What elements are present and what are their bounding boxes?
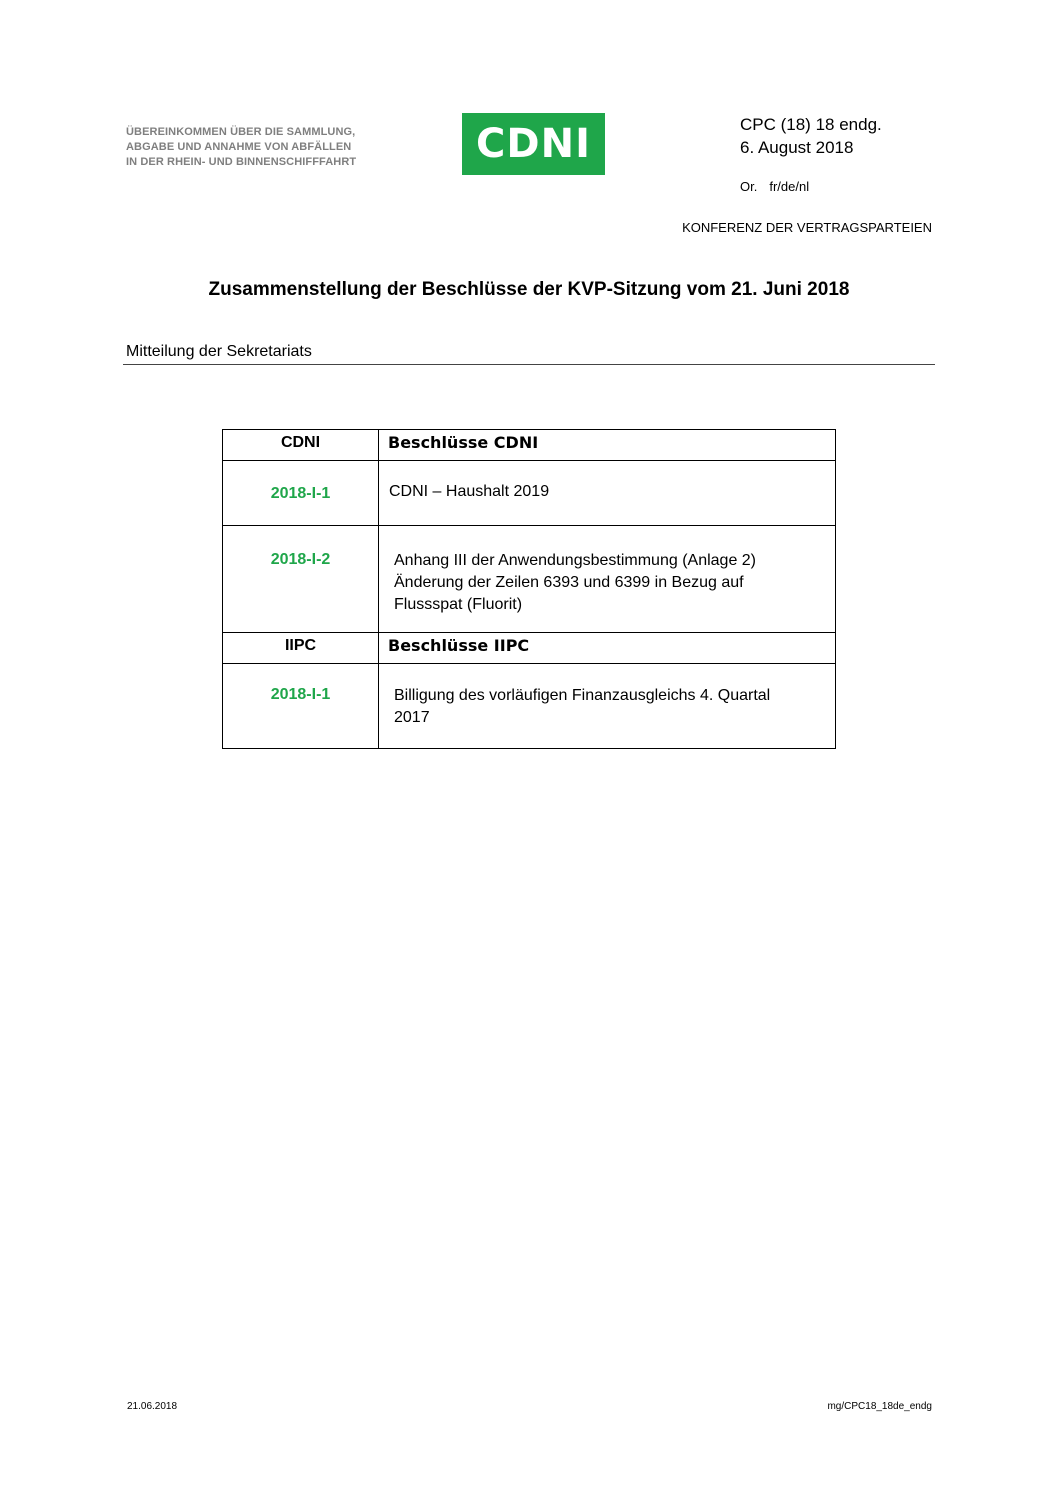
document-title: Zusammenstellung der Beschlüsse der KVP-Sitzung vom 21. Juni 2018 [208,279,850,300]
document-subject: Mitteilung der Sekretariats [126,343,312,360]
decision-title-line: CDNI – Haushalt 2019 [389,483,550,500]
decision-number-cell [223,461,379,526]
decision-title-cell [379,461,836,526]
decision-number-cell [223,526,379,633]
decision-number: 2018-I-2 [270,551,331,568]
document-date: 6. August 2018 [740,138,854,157]
decision-title-line: Flussspat (Fluorit) [394,596,523,613]
decision-row [223,664,836,749]
organization-line: IN DER RHEIN- UND BINNENSCHIFFFAHRT [126,156,357,168]
section-code: IIPC [223,633,379,664]
section-header-row [223,633,836,664]
logo-text: CDNI [476,121,591,167]
section-heading: Beschlüsse IIPC [379,633,836,664]
decision-title-line: Billigung des vorläufigen Finanzausgleichs 4. Quartal [394,687,771,704]
original-languages [740,179,809,194]
document-reference [740,113,882,159]
decision-row [223,526,836,633]
subject-divider [123,364,935,365]
decision-number: 2018-I-1 [270,485,331,502]
decision-title-cell [379,526,836,633]
decision-title-line: Änderung der Zeilen 6393 und 6399 in Bezug auf [394,574,744,591]
section-header-row [223,430,836,461]
decision-number-cell [223,664,379,749]
section-code: CDNI [223,430,379,461]
decision-title-line: Anhang III der Anwendungsbestimmung (Anlage 2) [394,552,757,569]
organization-line: ABGABE UND ANNAHME VON ABFÄLLEN [126,141,352,153]
decision-title-line: 2017 [394,709,430,726]
document-number: CPC (18) 18 endg. [740,115,882,134]
original-language-list: fr/de/nl [769,179,810,194]
decisions-table [222,429,836,749]
section-heading: Beschlüsse CDNI [379,430,836,461]
conference-body: KONFERENZ DER VERTRAGSPARTEIEN [682,220,932,235]
decision-row [223,461,836,526]
original-label: Or. [740,179,758,194]
decision-number: 2018-I-1 [270,686,331,703]
organization-name [126,125,356,170]
footer-date: 21.06.2018 [127,1401,178,1412]
organization-line: ÜBEREINKOMMEN ÜBER DIE SAMMLUNG, [126,126,356,138]
footer-file-reference: mg/CPC18_18de_endg [827,1401,932,1412]
decision-title-cell [379,664,836,749]
cdni-logo [462,113,605,175]
